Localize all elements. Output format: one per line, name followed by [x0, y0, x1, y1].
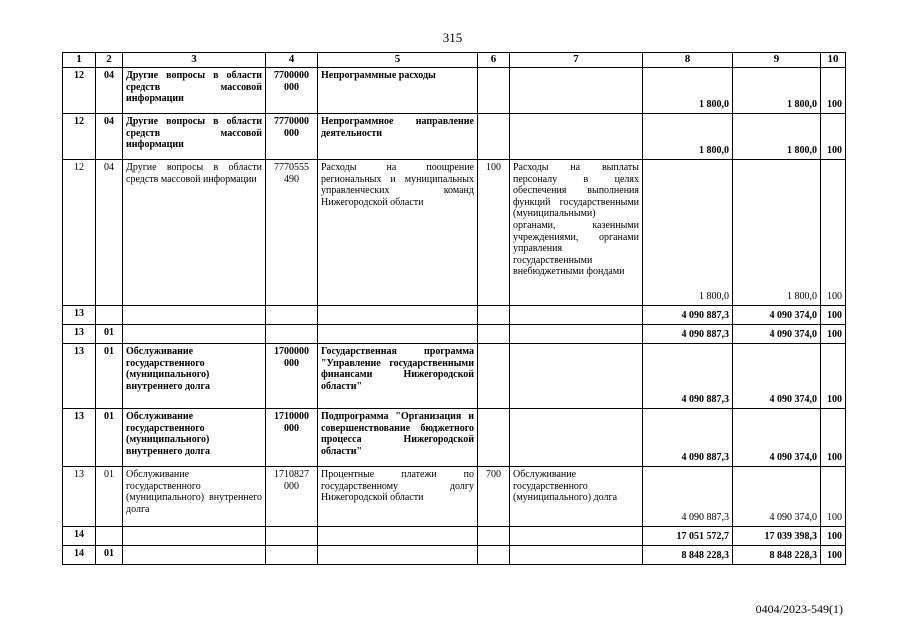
table-row	[63, 527, 846, 546]
approved-amount-cell: 4 090 887,3	[643, 409, 733, 467]
table-row	[63, 68, 846, 114]
expense-type-name-cell	[510, 325, 643, 344]
expense-type-name-cell: Расходы на выплаты персоналу в целях обеспечения выполнения функций государственными (муниципальными) органами, казенными учреждениями, органами управления государственными внебюджетными фондами	[510, 160, 643, 306]
column-header: 10	[821, 53, 846, 68]
executed-amount-cell: 4 090 374,0	[733, 467, 821, 527]
article-name-cell	[318, 325, 478, 344]
section-code-cell: 13	[63, 467, 96, 527]
executed-amount-cell: 17 039 398,3	[733, 527, 821, 546]
column-header: 3	[123, 53, 266, 68]
section-name-cell: Обслуживание государственного (муниципального) внутреннего долга	[123, 467, 266, 527]
percent-cell: 100	[821, 409, 846, 467]
percent-cell: 100	[821, 467, 846, 527]
approved-amount-cell: 8 848 228,3	[643, 546, 733, 565]
target-article-cell: 7770000 000	[266, 114, 318, 160]
article-name-cell: Непрограммные расходы	[318, 68, 478, 114]
executed-amount-cell: 4 090 374,0	[733, 409, 821, 467]
expense-type-code-cell	[478, 68, 510, 114]
budget-table	[62, 52, 846, 565]
approved-amount-cell: 4 090 887,3	[643, 325, 733, 344]
subsection-code-cell: 04	[96, 160, 123, 306]
subsection-code-cell: 04	[96, 114, 123, 160]
target-article-cell	[266, 527, 318, 546]
article-name-cell	[318, 306, 478, 325]
section-code-cell: 13	[63, 325, 96, 344]
expense-type-name-cell	[510, 114, 643, 160]
percent-cell: 100	[821, 325, 846, 344]
expense-type-code-cell	[478, 546, 510, 565]
section-name-cell: Другие вопросы в области средств массовой информации	[123, 68, 266, 114]
page-number: 315	[442, 30, 463, 45]
expense-type-code-cell: 700	[478, 467, 510, 527]
column-header: 1	[63, 53, 96, 68]
article-name-cell: Государственная программа "Управление государственными финансами Нижегородской области"	[318, 344, 478, 409]
approved-amount-cell: 4 090 887,3	[643, 467, 733, 527]
executed-amount-cell: 4 090 374,0	[733, 325, 821, 344]
section-name-cell	[123, 325, 266, 344]
section-code-cell: 12	[63, 160, 96, 306]
subsection-code-cell: 01	[96, 325, 123, 344]
section-name-cell: Обслуживание государственного (муниципального) внутреннего долга	[123, 344, 266, 409]
subsection-code-cell	[96, 527, 123, 546]
section-name-cell	[123, 527, 266, 546]
subsection-code-cell: 01	[96, 344, 123, 409]
column-header: 4	[266, 53, 318, 68]
section-name-cell	[123, 546, 266, 565]
column-header: 5	[318, 53, 478, 68]
expense-type-name-cell	[510, 68, 643, 114]
expense-type-code-cell	[478, 325, 510, 344]
article-name-cell	[318, 527, 478, 546]
target-article-cell: 7700000 000	[266, 68, 318, 114]
expense-type-code-cell: 100	[478, 160, 510, 306]
target-article-cell: 1710827 000	[266, 467, 318, 527]
table-row	[63, 306, 846, 325]
section-code-cell: 13	[63, 344, 96, 409]
section-code-cell: 13	[63, 306, 96, 325]
expense-type-name-cell	[510, 409, 643, 467]
approved-amount-cell: 4 090 887,3	[643, 344, 733, 409]
percent-cell: 100	[821, 527, 846, 546]
percent-cell: 100	[821, 160, 846, 306]
column-header: 2	[96, 53, 123, 68]
subsection-code-cell	[96, 306, 123, 325]
section-name-cell	[123, 306, 266, 325]
table-row	[63, 409, 846, 467]
column-header: 9	[733, 53, 821, 68]
target-article-cell	[266, 546, 318, 565]
percent-cell: 100	[821, 546, 846, 565]
target-article-cell: 1700000 000	[266, 344, 318, 409]
executed-amount-cell: 1 800,0	[733, 68, 821, 114]
expense-type-code-cell	[478, 114, 510, 160]
section-name-cell: Обслуживание государственного (муниципального) внутреннего долга	[123, 409, 266, 467]
document-id: 0404/2023-549(1)	[755, 602, 843, 616]
percent-cell: 100	[821, 306, 846, 325]
target-article-cell: 7770555 490	[266, 160, 318, 306]
table-row	[63, 546, 846, 565]
percent-cell: 100	[821, 114, 846, 160]
subsection-code-cell: 01	[96, 546, 123, 565]
expense-type-name-cell	[510, 344, 643, 409]
approved-amount-cell: 17 051 572,7	[643, 527, 733, 546]
section-code-cell: 14	[63, 527, 96, 546]
target-article-cell	[266, 306, 318, 325]
approved-amount-cell: 1 800,0	[643, 160, 733, 306]
article-name-cell: Подпрограмма "Организация и совершенствование бюджетного процесса Нижегородской области"	[318, 409, 478, 467]
column-header: 6	[478, 53, 510, 68]
percent-cell: 100	[821, 68, 846, 114]
expense-type-name-cell: Обслуживание государственного (муниципального) долга	[510, 467, 643, 527]
section-name-cell: Другие вопросы в области средств массовой информации	[123, 160, 266, 306]
article-name-cell: Расходы на поощрение региональных и муниципальных управленческих команд Нижегородской области	[318, 160, 478, 306]
expense-type-code-cell	[478, 344, 510, 409]
subsection-code-cell: 01	[96, 409, 123, 467]
section-code-cell: 12	[63, 114, 96, 160]
target-article-cell	[266, 325, 318, 344]
subsection-code-cell: 01	[96, 467, 123, 527]
executed-amount-cell: 4 090 374,0	[733, 344, 821, 409]
expense-type-name-cell	[510, 527, 643, 546]
executed-amount-cell: 1 800,0	[733, 160, 821, 306]
table-row	[63, 467, 846, 527]
section-code-cell: 14	[63, 546, 96, 565]
section-code-cell: 13	[63, 409, 96, 467]
expense-type-code-cell	[478, 527, 510, 546]
table-row	[63, 160, 846, 306]
section-code-cell: 12	[63, 68, 96, 114]
table-header-row	[63, 53, 846, 68]
column-header: 7	[510, 53, 643, 68]
section-name-cell: Другие вопросы в области средств массовой информации	[123, 114, 266, 160]
executed-amount-cell: 1 800,0	[733, 114, 821, 160]
expense-type-name-cell	[510, 306, 643, 325]
approved-amount-cell: 1 800,0	[643, 114, 733, 160]
subsection-code-cell: 04	[96, 68, 123, 114]
approved-amount-cell: 1 800,0	[643, 68, 733, 114]
expense-type-code-cell	[478, 409, 510, 467]
expense-type-code-cell	[478, 306, 510, 325]
executed-amount-cell: 4 090 374,0	[733, 306, 821, 325]
table-row	[63, 344, 846, 409]
expense-type-name-cell	[510, 546, 643, 565]
article-name-cell: Непрограммное направление деятельности	[318, 114, 478, 160]
approved-amount-cell: 4 090 887,3	[643, 306, 733, 325]
target-article-cell: 1710000 000	[266, 409, 318, 467]
percent-cell: 100	[821, 344, 846, 409]
article-name-cell: Процентные платежи по государственному долгу Нижегородской области	[318, 467, 478, 527]
executed-amount-cell: 8 848 228,3	[733, 546, 821, 565]
article-name-cell	[318, 546, 478, 565]
table-row	[63, 325, 846, 344]
table-row	[63, 114, 846, 160]
column-header: 8	[643, 53, 733, 68]
